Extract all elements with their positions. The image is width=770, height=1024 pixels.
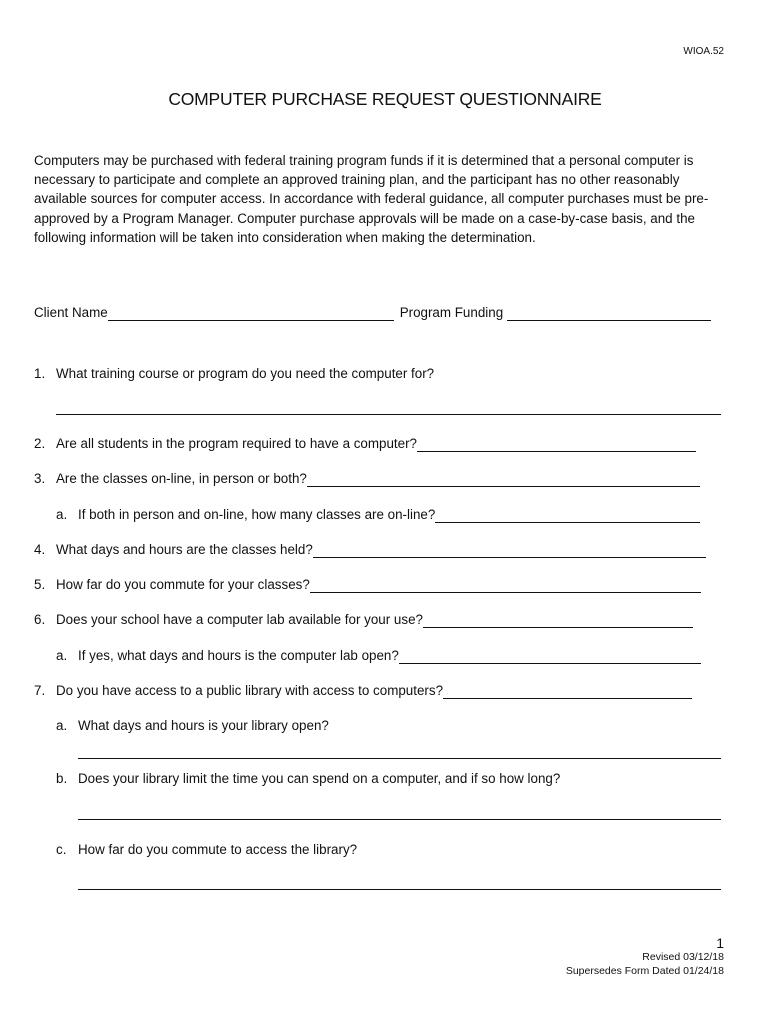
question-1	[34, 366, 434, 382]
question-4	[34, 542, 706, 558]
question-text: Does your library limit the time you can spend on a computer, and if so how long?	[78, 771, 561, 786]
question-number: 7.	[34, 683, 46, 698]
question-6a-answer-line[interactable]	[399, 651, 701, 664]
question-letter: c.	[56, 842, 67, 857]
question-letter: b.	[56, 771, 68, 786]
question-7a	[56, 718, 329, 734]
form-code: WIOA.52	[683, 46, 724, 57]
question-text: Do you have access to a public library with access to computers?	[56, 683, 444, 698]
intro-paragraph: Computers may be purchased with federal training program funds if it is determined that a personal computer is necessary to participate and complete an approved training plan, and the participant has no other reasonably available sources for computer access. In accordance with federal guidance, all computer purchases must be pre-approved by a Program Manager. Computer purchase approvals will be made on a case-by-case basis, and the following information will be taken into consideration when making the determination.	[34, 153, 709, 245]
question-7a-answer-line[interactable]	[78, 758, 721, 759]
question-1-answer-line[interactable]	[56, 414, 721, 415]
question-7b	[56, 771, 560, 787]
question-7-answer-line[interactable]	[443, 686, 692, 699]
program-funding-field[interactable]	[507, 308, 711, 321]
question-number: 5.	[34, 577, 46, 592]
question-text: How far do you commute for your classes?	[56, 577, 310, 592]
page-title: COMPUTER PURCHASE REQUEST QUESTIONNAIRE	[168, 89, 602, 109]
question-text: What days and hours is your library open?	[78, 718, 329, 733]
question-number: 1.	[34, 366, 46, 381]
question-text: Are all students in the program required to have a computer?	[56, 436, 418, 451]
question-7c-answer-line[interactable]	[78, 889, 721, 890]
program-funding-label: Program Funding	[399, 305, 504, 320]
question-text: Are the classes on-line, in person or both?	[56, 471, 307, 486]
question-number: 6.	[34, 612, 46, 627]
question-number: 4.	[34, 542, 46, 557]
question-3a	[56, 507, 700, 523]
client-name-label: Client Name	[34, 305, 108, 320]
question-letter: a.	[56, 507, 68, 522]
question-letter: a.	[56, 648, 68, 663]
question-7b-answer-line[interactable]	[78, 819, 721, 820]
question-7c	[56, 842, 357, 858]
question-2	[34, 436, 696, 452]
question-6a	[56, 648, 701, 664]
question-number: 2.	[34, 436, 46, 451]
question-2-answer-line[interactable]	[417, 439, 696, 452]
question-text: If both in person and on-line, how many classes are on-line?	[78, 507, 436, 522]
question-number: 3.	[34, 471, 46, 486]
client-name-field[interactable]	[108, 308, 394, 321]
page-number: 1	[716, 935, 724, 951]
question-6-answer-line[interactable]	[423, 615, 693, 628]
revised-date: Revised 03/12/18	[642, 951, 724, 963]
question-3-answer-line[interactable]	[307, 474, 700, 487]
question-4-answer-line[interactable]	[313, 545, 706, 558]
question-3a-answer-line[interactable]	[435, 510, 700, 523]
question-letter: a.	[56, 718, 68, 733]
question-text: What training course or program do you need the computer for?	[56, 366, 435, 381]
question-3	[34, 471, 700, 487]
client-info-row	[34, 305, 711, 321]
question-text: Does your school have a computer lab available for your use?	[56, 612, 423, 627]
question-6	[34, 612, 693, 628]
question-5	[34, 577, 701, 593]
question-5-answer-line[interactable]	[310, 580, 701, 593]
question-7	[34, 683, 692, 699]
question-text: How far do you commute to access the library?	[78, 842, 358, 857]
question-text: If yes, what days and hours is the computer lab open?	[78, 648, 399, 663]
question-text: What days and hours are the classes held?	[56, 542, 313, 557]
supersedes-date: Supersedes Form Dated 01/24/18	[565, 965, 724, 977]
